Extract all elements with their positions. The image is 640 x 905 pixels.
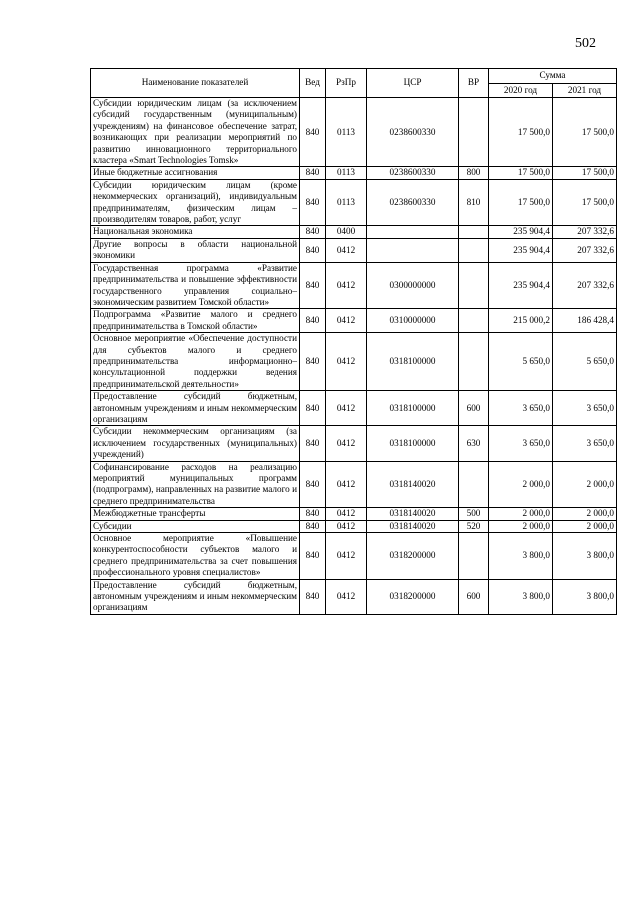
- cell-ved: 840: [300, 179, 326, 226]
- cell-ved: 840: [300, 520, 326, 532]
- cell-csr: 0318200000: [367, 579, 459, 614]
- cell-vr: [459, 238, 489, 262]
- cell-csr: 0310000000: [367, 309, 459, 333]
- cell-name: Межбюджетные трансферты: [91, 508, 300, 520]
- cell-csr: [367, 226, 459, 238]
- cell-2020: 2 000,0: [489, 520, 553, 532]
- cell-vr: 630: [459, 426, 489, 461]
- cell-ved: 840: [300, 262, 326, 309]
- cell-vr: 600: [459, 391, 489, 426]
- cell-2020: 235 904,4: [489, 226, 553, 238]
- cell-ved: 840: [300, 98, 326, 167]
- table-row: [91, 226, 617, 238]
- header-rzpr: РзПр: [326, 69, 367, 98]
- cell-rzpr: 0412: [326, 579, 367, 614]
- cell-vr: 500: [459, 508, 489, 520]
- header-ved: Вед: [300, 69, 326, 98]
- cell-2021: 17 500,0: [553, 179, 617, 226]
- cell-csr: 0318100000: [367, 333, 459, 391]
- cell-rzpr: 0113: [326, 98, 367, 167]
- cell-csr: 0318100000: [367, 426, 459, 461]
- cell-2020: 3 800,0: [489, 579, 553, 614]
- table-row: [91, 167, 617, 179]
- cell-2021: 3 650,0: [553, 391, 617, 426]
- cell-ved: 840: [300, 333, 326, 391]
- cell-ved: 840: [300, 426, 326, 461]
- header-vr: ВР: [459, 69, 489, 98]
- cell-2021: 17 500,0: [553, 98, 617, 167]
- table-row: [91, 508, 617, 520]
- cell-ved: 840: [300, 508, 326, 520]
- cell-ved: 840: [300, 391, 326, 426]
- cell-csr: [367, 238, 459, 262]
- cell-2021: 3 800,0: [553, 579, 617, 614]
- table-row: [91, 262, 617, 309]
- cell-vr: 800: [459, 167, 489, 179]
- cell-name: Субсидии некоммерческим организациям (за исключением государственных (муниципальных) учреждений): [91, 426, 300, 461]
- header-2021: 2021 год: [553, 84, 617, 98]
- cell-2020: 3 800,0: [489, 533, 553, 580]
- cell-2021: 5 650,0: [553, 333, 617, 391]
- cell-name: Основное мероприятие «Обеспечение доступности для субъектов малого и среднего предпринимательства информационно–консультационной поддержки ведения предпринимательской деятельности»: [91, 333, 300, 391]
- cell-2021: 2 000,0: [553, 520, 617, 532]
- cell-2020: 3 650,0: [489, 391, 553, 426]
- cell-rzpr: 0412: [326, 520, 367, 532]
- cell-name: Другие вопросы в области национальной экономики: [91, 238, 300, 262]
- cell-name: Иные бюджетные ассигнования: [91, 167, 300, 179]
- table-row: [91, 426, 617, 461]
- cell-rzpr: 0412: [326, 391, 367, 426]
- cell-ved: 840: [300, 309, 326, 333]
- cell-2021: 207 332,6: [553, 226, 617, 238]
- cell-vr: [459, 333, 489, 391]
- cell-csr: 0300000000: [367, 262, 459, 309]
- cell-2020: 215 000,2: [489, 309, 553, 333]
- cell-rzpr: 0412: [326, 533, 367, 580]
- cell-rzpr: 0412: [326, 309, 367, 333]
- cell-2021: 3 650,0: [553, 426, 617, 461]
- cell-name: Национальная экономика: [91, 226, 300, 238]
- cell-csr: 0318200000: [367, 533, 459, 580]
- budget-table: [90, 68, 617, 615]
- cell-vr: [459, 461, 489, 508]
- table-row: [91, 579, 617, 614]
- cell-2021: 3 800,0: [553, 533, 617, 580]
- cell-vr: [459, 98, 489, 167]
- cell-vr: [459, 262, 489, 309]
- cell-2021: 2 000,0: [553, 461, 617, 508]
- cell-ved: 840: [300, 226, 326, 238]
- header-csr: ЦСР: [367, 69, 459, 98]
- table-row: [91, 333, 617, 391]
- table-row: [91, 391, 617, 426]
- cell-rzpr: 0412: [326, 262, 367, 309]
- cell-2020: 17 500,0: [489, 179, 553, 226]
- table-row: [91, 520, 617, 532]
- cell-ved: 840: [300, 579, 326, 614]
- cell-rzpr: 0412: [326, 461, 367, 508]
- cell-rzpr: 0113: [326, 179, 367, 226]
- cell-2020: 5 650,0: [489, 333, 553, 391]
- header-name: Наименование показателей: [91, 69, 300, 98]
- cell-2021: 186 428,4: [553, 309, 617, 333]
- cell-name: Субсидии юридическим лицам (за исключением субсидий государственным (муниципальным) учреждениям) на финансовое обеспечение затрат, возникающих при реализации мероприятий по развитию инновационного территориального кластера «Smart Technologies Tomsk»: [91, 98, 300, 167]
- table-row: [91, 238, 617, 262]
- cell-ved: 840: [300, 533, 326, 580]
- cell-2021: 2 000,0: [553, 508, 617, 520]
- cell-rzpr: 0412: [326, 238, 367, 262]
- cell-csr: 0238600330: [367, 98, 459, 167]
- cell-csr: 0318100000: [367, 391, 459, 426]
- table-body: [91, 98, 617, 615]
- cell-rzpr: 0412: [326, 508, 367, 520]
- cell-name: Подпрограмма «Развитие малого и среднего предпринимательства в Томской области»: [91, 309, 300, 333]
- table-row: [91, 309, 617, 333]
- cell-name: Государственная программа «Развитие предпринимательства и повышение эффективности государственного управления социально–экономическим развитием Томской области»: [91, 262, 300, 309]
- table-row: [91, 179, 617, 226]
- cell-rzpr: 0412: [326, 333, 367, 391]
- cell-2020: 2 000,0: [489, 508, 553, 520]
- cell-vr: 810: [459, 179, 489, 226]
- cell-name: Предоставление субсидий бюджетным, автономным учреждениям и иным некоммерческим организациям: [91, 579, 300, 614]
- cell-name: Предоставление субсидий бюджетным, автономным учреждениям и иным некоммерческим организациям: [91, 391, 300, 426]
- cell-csr: 0238600330: [367, 167, 459, 179]
- cell-2020: 235 904,4: [489, 238, 553, 262]
- cell-2020: 17 500,0: [489, 167, 553, 179]
- cell-csr: 0318140020: [367, 508, 459, 520]
- cell-rzpr: 0400: [326, 226, 367, 238]
- cell-vr: [459, 226, 489, 238]
- table-row: [91, 98, 617, 167]
- cell-2021: 207 332,6: [553, 262, 617, 309]
- cell-csr: 0238600330: [367, 179, 459, 226]
- cell-name: Субсидии юридическим лицам (кроме некоммерческих организаций), индивидуальным предпринимателям, физическим лицам – производителям товаров, работ, услуг: [91, 179, 300, 226]
- cell-rzpr: 0113: [326, 167, 367, 179]
- cell-ved: 840: [300, 461, 326, 508]
- cell-ved: 840: [300, 167, 326, 179]
- cell-name: Основное мероприятие «Повышение конкурентоспособности субъектов малого и среднего предпринимательства за счет повышения профессионального уровня специалистов»: [91, 533, 300, 580]
- cell-vr: 600: [459, 579, 489, 614]
- table-row: [91, 461, 617, 508]
- cell-2021: 207 332,6: [553, 238, 617, 262]
- cell-vr: [459, 309, 489, 333]
- cell-rzpr: 0412: [326, 426, 367, 461]
- cell-vr: 520: [459, 520, 489, 532]
- cell-2020: 2 000,0: [489, 461, 553, 508]
- table-row: [91, 533, 617, 580]
- cell-csr: 0318140020: [367, 520, 459, 532]
- header-2020: 2020 год: [489, 84, 553, 98]
- cell-2020: 3 650,0: [489, 426, 553, 461]
- header-sum: Сумма: [489, 69, 617, 84]
- cell-2021: 17 500,0: [553, 167, 617, 179]
- cell-ved: 840: [300, 238, 326, 262]
- page-number: 502: [575, 36, 596, 51]
- cell-name: Софинансирование расходов на реализацию мероприятий муниципальных программ (подпрограмм), направленных на развитие малого и среднего предпринимательства: [91, 461, 300, 508]
- cell-csr: 0318140020: [367, 461, 459, 508]
- cell-name: Субсидии: [91, 520, 300, 532]
- cell-2020: 17 500,0: [489, 98, 553, 167]
- cell-vr: [459, 533, 489, 580]
- cell-2020: 235 904,4: [489, 262, 553, 309]
